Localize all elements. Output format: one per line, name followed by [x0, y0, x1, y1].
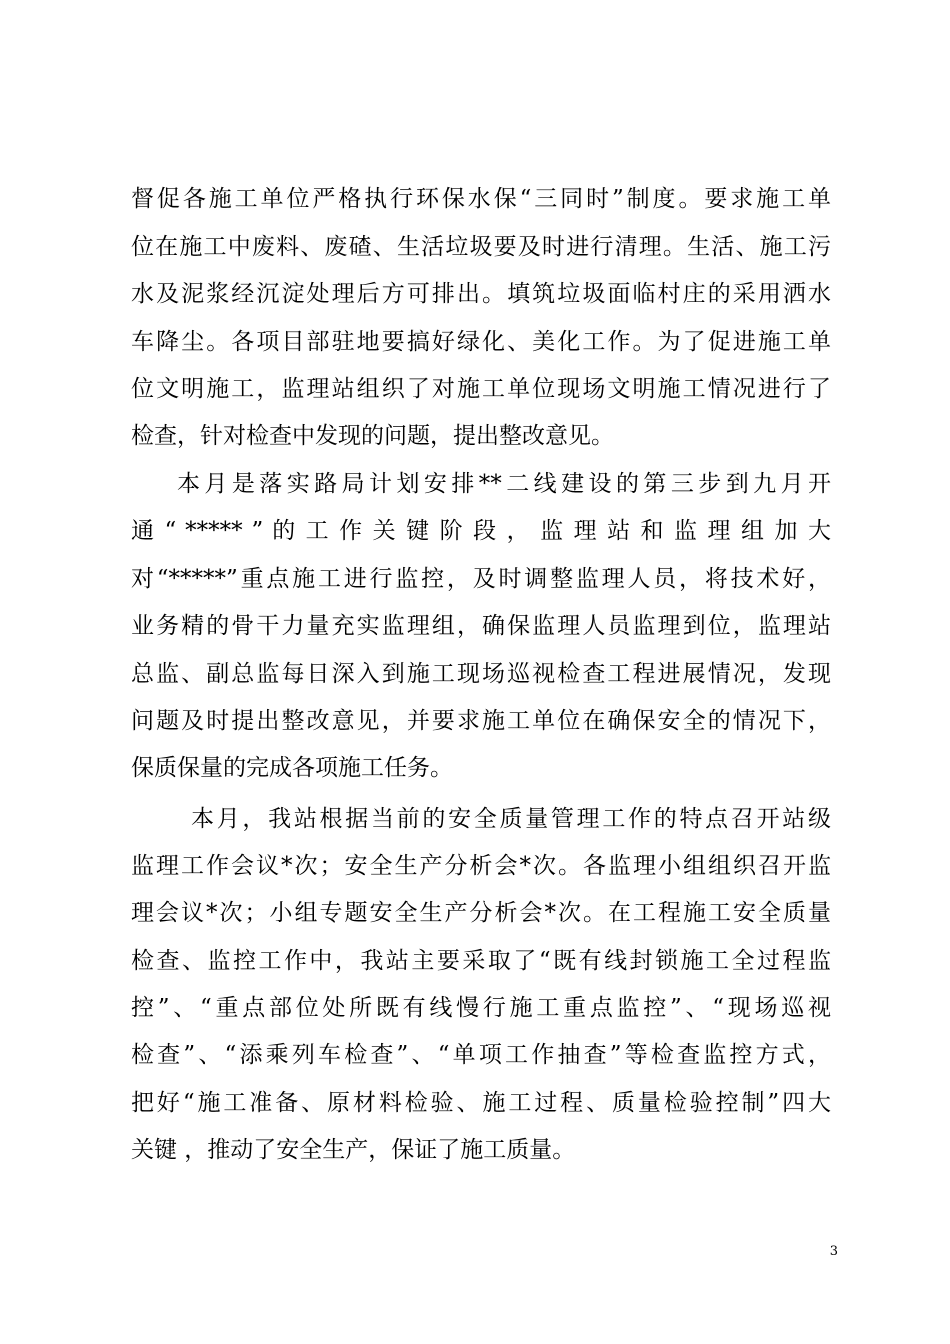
paragraph-line: 保质保量的完成各项施工任务。 — [131, 755, 453, 781]
paragraph-line: 督促各施工单位严格执行环保水保“三同时”制度。要求施工单 — [131, 186, 831, 212]
paragraph-line: 通 “ ***** ” 的 工 作 关 键 阶 段 ， 监 理 站 和 监 理 组 加 大 — [131, 518, 831, 544]
paragraph-line: 关键 ，推动了安全生产，保证了施工质量。 — [131, 1137, 576, 1163]
paragraph-line: 本月，我站根据当前的安全质量管理工作的特点召开站级 — [191, 806, 831, 832]
paragraph-line: 监理工作会议*次；安全生产分析会*次。各监理小组组织召开监 — [131, 853, 831, 879]
page-number: 3 — [829, 1244, 838, 1259]
paragraph-line: 控”、“重点部位处所既有线慢行施工重点监控”、“现场巡视 — [131, 995, 831, 1021]
paragraph-line: 位文明施工，监理站组织了对施工单位现场文明施工情况进行了 — [131, 376, 831, 402]
paragraph-line: 位在施工中废料、废碴、生活垃圾要及时进行清理。生活、施工污 — [131, 234, 831, 260]
paragraph-line: 水及泥浆经沉淀处理后方可排出。填筑垃圾面临村庄的采用洒水 — [131, 281, 831, 307]
paragraph-line: 问题及时提出整改意见，并要求施工单位在确保安全的情况下， — [131, 708, 831, 734]
paragraph-line: 检查，针对检查中发现的问题，提出整改意见。 — [131, 423, 614, 449]
paragraph-line: 检查”、“添乘列车检查”、“单项工作抽查”等检查监控方式， — [131, 1042, 831, 1068]
paragraph-line: 把好“施工准备、原材料检验、施工过程、质量检验控制”四大 — [131, 1090, 831, 1116]
paragraph-line: 业务精的骨干力量充实监理组，确保监理人员监理到位，监理站 — [131, 613, 831, 639]
paragraph-line: 车降尘。各项目部驻地要搞好绿化、美化工作。为了促进施工单 — [131, 329, 831, 355]
paragraph-line: 对“*****”重点施工进行监控，及时调整监理人员，将技术好， — [131, 566, 831, 592]
paragraph-line: 检查、监控工作中，我站主要采取了“既有线封锁施工全过程监 — [131, 948, 831, 974]
paragraph-line: 理会议*次；小组专题安全生产分析会*次。在工程施工安全质量 — [131, 900, 831, 926]
paragraph-line: 总监、副总监每日深入到施工现场巡视检查工程进展情况，发现 — [131, 661, 831, 687]
paragraph-line: 本月是落实路局计划安排**二线建设的第三步到九月开 — [177, 471, 831, 497]
